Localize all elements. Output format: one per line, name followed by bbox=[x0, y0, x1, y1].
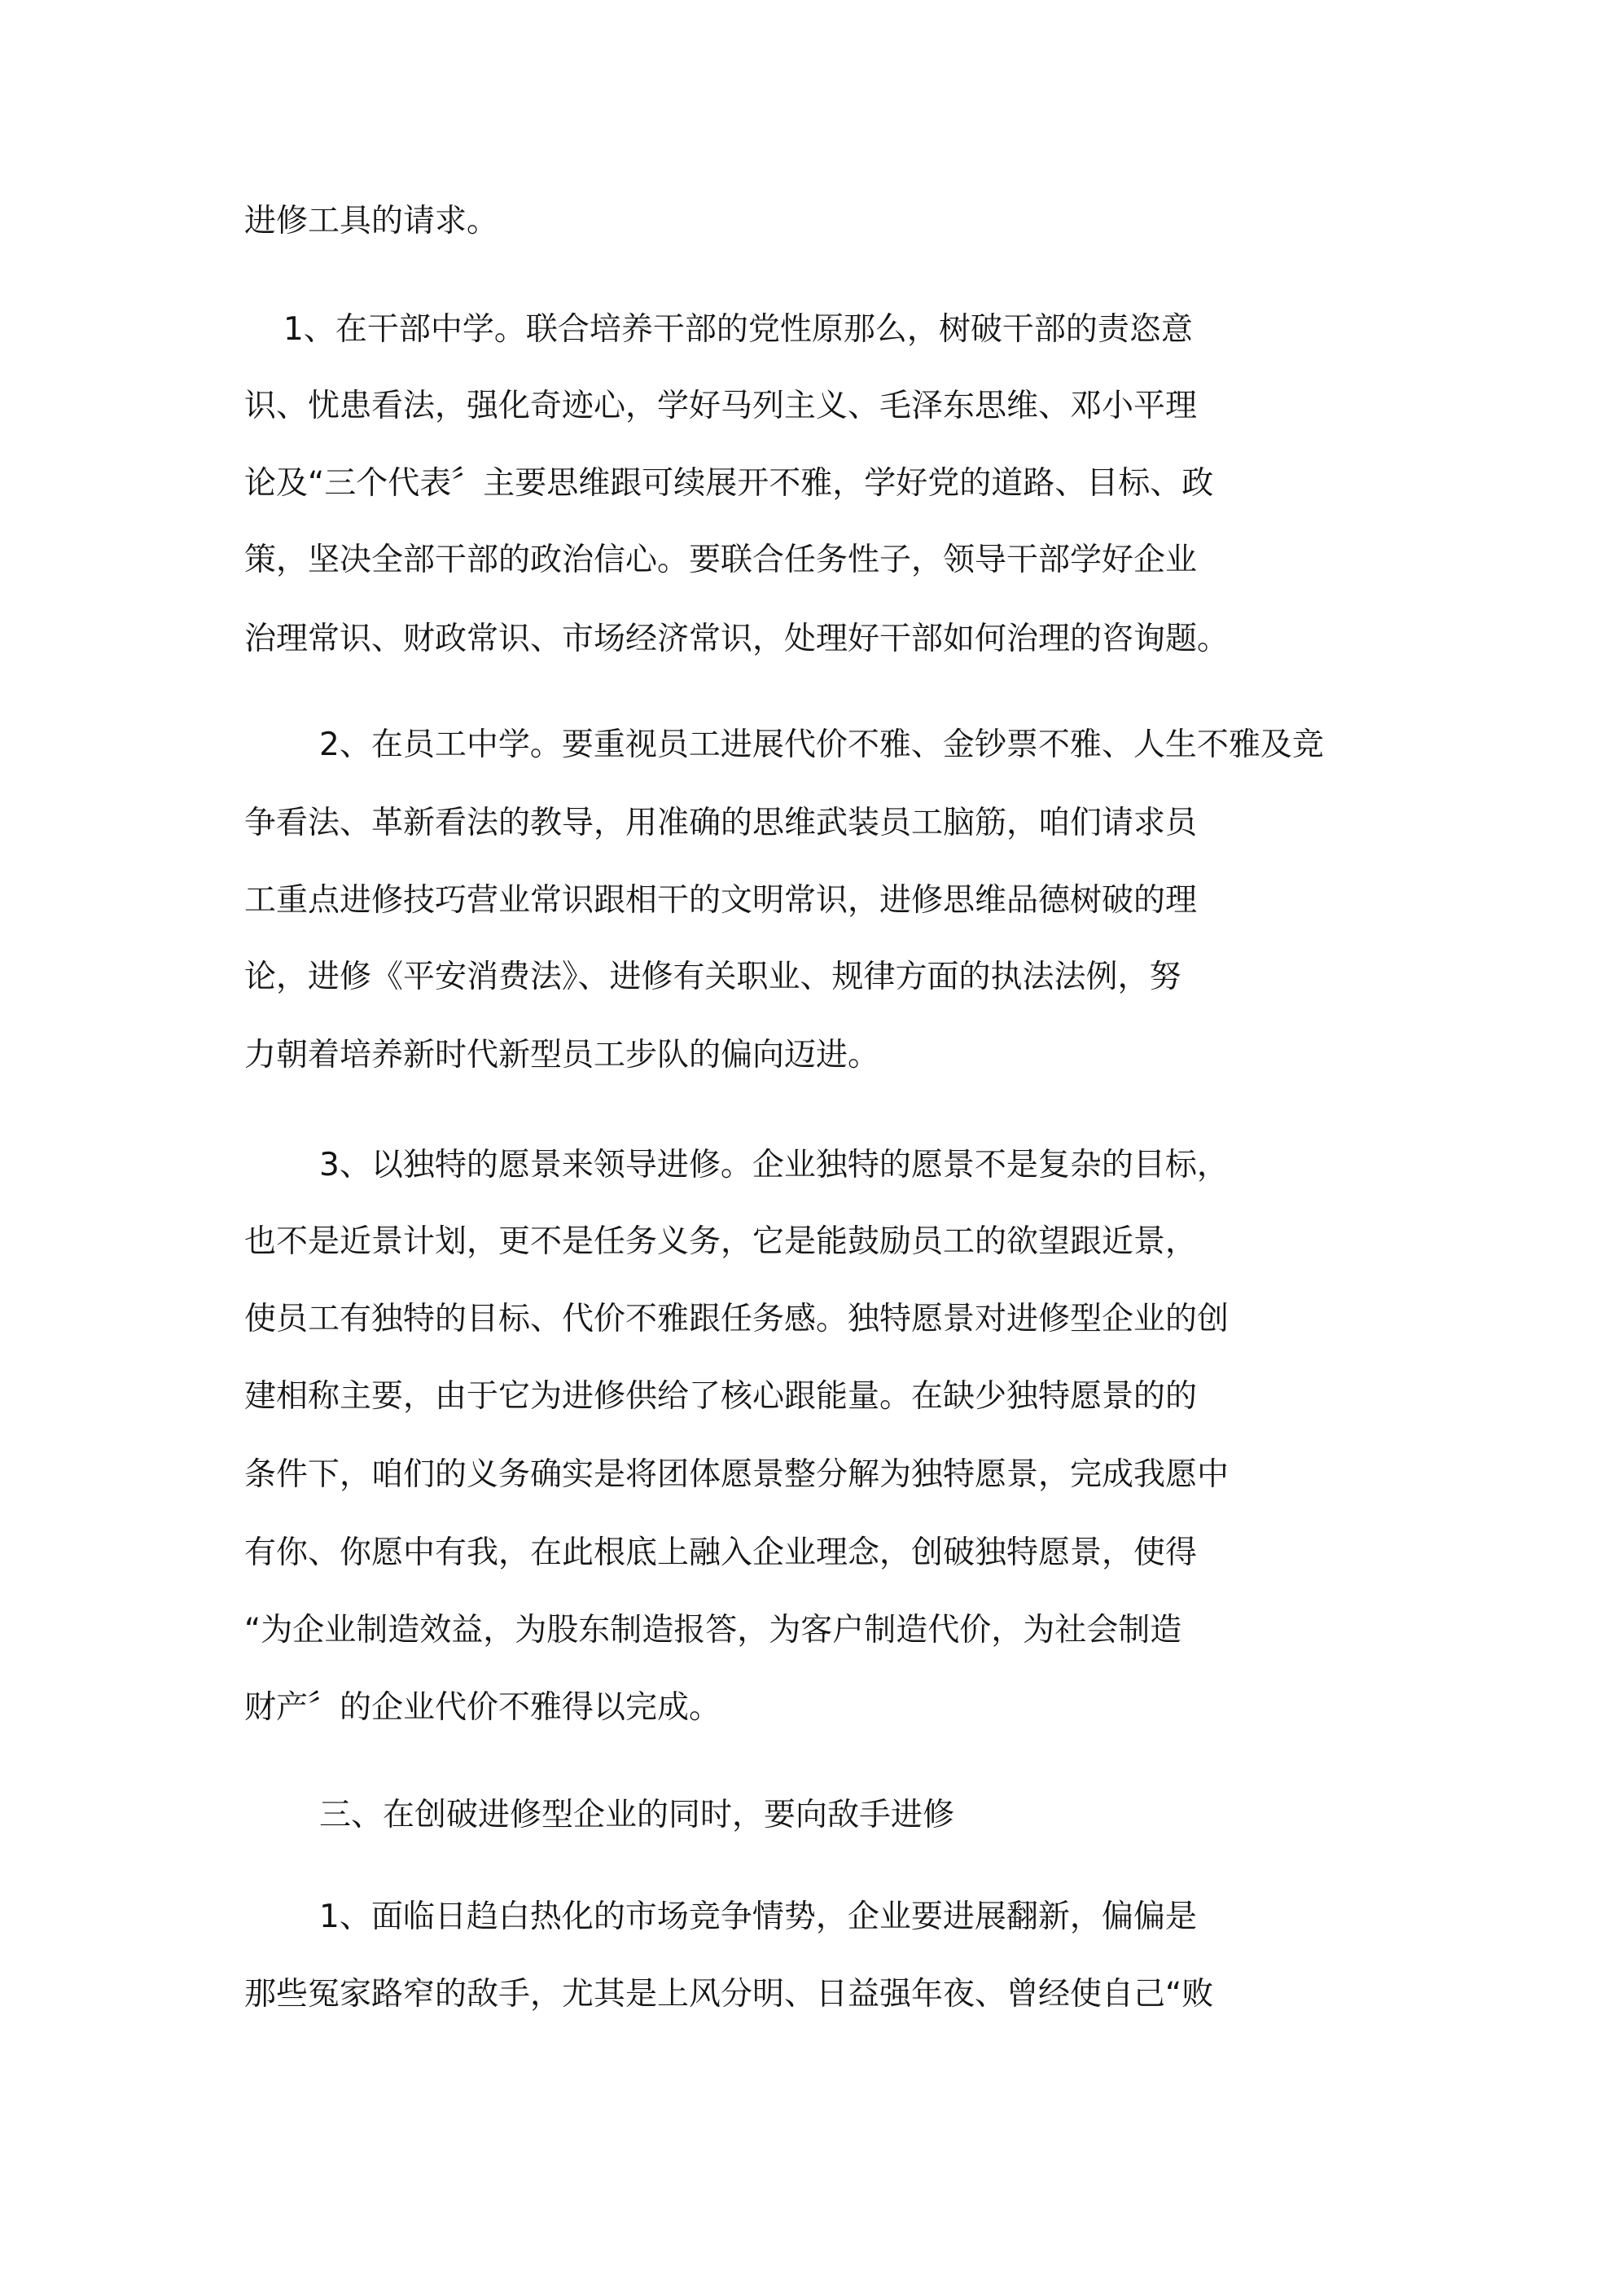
text-line-8: 争看法、革新看法的教导，用准确的思维武装员工脑筋，咱们请求员 bbox=[244, 805, 1198, 841]
text-line-21: 1、面临日趋白热化的市场竞争情势，企业要进展翻新，偏偏是 bbox=[319, 1899, 1197, 1935]
text-line-7: 2、在员工中学。要重视员工进展代价不雅、金钞票不雅、人生不雅及竞 bbox=[319, 727, 1324, 763]
text-line-3: 识、忧患看法，强化奇迹心，学好马列主义、毛泽东思维、邓小平理 bbox=[244, 388, 1198, 424]
text-line-9: 工重点进修技巧营业常识跟相干的文明常识，进修思维品德树破的理 bbox=[244, 882, 1198, 919]
text-line-10: 论，进修《平安消费法》、进修有关职业、规律方面的执法法例，努 bbox=[244, 959, 1181, 995]
text-line-6: 治理常识、财政常识、市场经济常识，处理好干部如何治理的咨询题。 bbox=[244, 621, 1230, 657]
text-line-5: 策，坚决全部干部的政治信心。要联合任务性子，领导干部学好企业 bbox=[244, 542, 1198, 578]
text-line-1: 进修工具的请求。 bbox=[244, 203, 499, 239]
text-line-12: 3、以独特的愿景来领导进修。企业独特的愿景不是复杂的目标， bbox=[319, 1147, 1229, 1183]
text-line-11: 力朝着培养新时代新型员工步队的偏向迈进。 bbox=[244, 1037, 880, 1073]
section-heading: 三、在创破进修型企业的同时，要向敌手进修 bbox=[319, 1797, 955, 1833]
text-line-15: 建相称主要，由于它为进修供给了核心跟能量。在缺少独特愿景的的 bbox=[244, 1378, 1198, 1415]
text-line-22: 那些冤家路窄的敌手，尤其是上风分明、日益强年夜、曾经使自己“败 bbox=[244, 1976, 1214, 2013]
text-line-19: 财产〞的企业代价不雅得以完成。 bbox=[244, 1689, 721, 1726]
text-line-18: “为企业制造效益，为股东制造报答，为客户制造代价，为社会制造 bbox=[244, 1612, 1182, 1648]
text-line-16: 条件下，咱们的义务确实是将团体愿景整分解为独特愿景，完成我愿中 bbox=[244, 1456, 1230, 1493]
text-line-14: 使员工有独特的目标、代价不雅跟任务感。独特愿景对进修型企业的创 bbox=[244, 1301, 1230, 1337]
text-line-13: 也不是近景计划，更不是任务义务，它是能鼓励员工的欲望跟近景， bbox=[244, 1223, 1198, 1260]
text-line-2: 1、在干部中学。联合培养干部的党性原那么，树破干部的责恣意 bbox=[283, 311, 1193, 348]
text-line-17: 有你、你愿中有我，在此根底上融入企业理念，创破独特愿景，使得 bbox=[244, 1534, 1198, 1571]
text-line-4: 论及“三个代表〞主要思维跟可续展开不雅，学好党的道路、目标、政 bbox=[244, 465, 1214, 502]
